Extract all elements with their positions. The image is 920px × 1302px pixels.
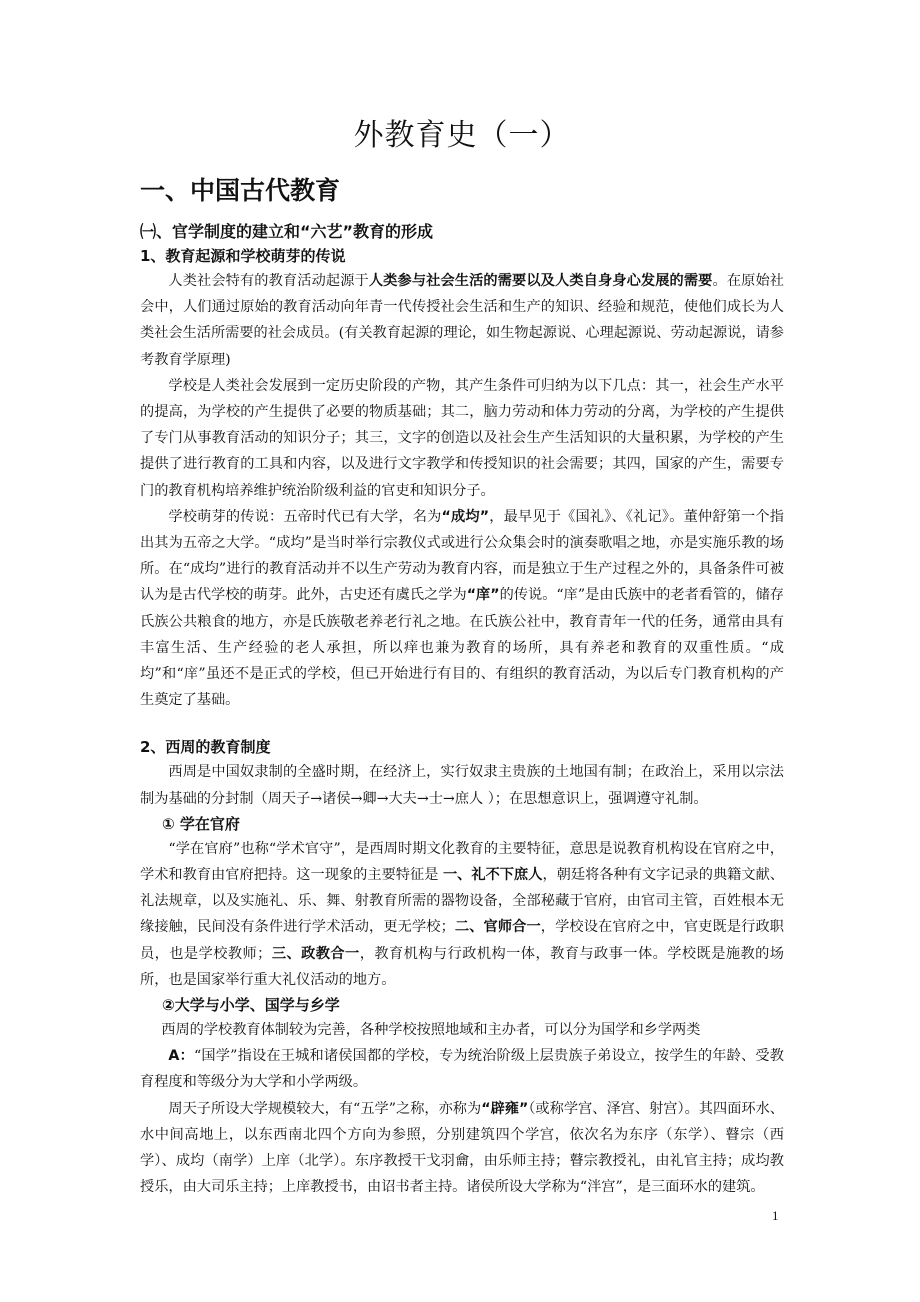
text-run: 。在原始社会中，人们通过原始的教育活动向年青一代传授社会生活和生产的知识、经验和规范，使他们成长为人类社会生活所需要的社会成员。(有关教育起源的理论，如生物起源说、心理起源说、劳动起源说，请参考教育学原理): [140, 273, 784, 368]
text-run: 学校萌芽的传说：五帝时代已有大学，名为: [168, 508, 442, 525]
paragraph-school-system: 西周的学校教育体制较为完善，各种学校按照地域和主办者，可以分为国学和乡学两类: [161, 1022, 701, 1039]
paragraph-official-learning: [140, 836, 784, 993]
paragraph-education-origin: [140, 268, 784, 373]
document-page: [140, 112, 784, 1201]
text-run: 人类社会特有的教育活动起源于: [168, 273, 369, 289]
bold-text: 二、官师合一: [454, 919, 541, 936]
spacer: [140, 713, 784, 735]
paragraph-school-conditions: 学校是人类社会发展到一定历史阶段的产物，其产生条件可归纳为以下几点：其一，社会生产水平的提高，为学校的产生提供了必要的物质基础；其二，脑力劳动和体力劳动的分离，为学校的产生提供了专门从事教育活动的知识分子；其三，文字的创造以及社会生产生活知识的大量积累，为学校的产生提供了进行教育的工具和内容，以及进行文字教学和传授知识的社会需要；其四，国家的产生，需要专门的教育机构培养维护统治阶级利益的官吏和知识分子。: [140, 377, 784, 499]
bold-text: “成均”: [441, 508, 490, 525]
chapter-heading: 一、中国古代教育: [140, 176, 341, 205]
bold-text: 三、政教合一: [271, 945, 360, 962]
text-run: ，教育机构与行政机构一体，教育与政事一体。学校既是施教的场所，也是国家举行重大礼仪活动的地方。: [140, 945, 784, 988]
bold-text: “辟雍”: [481, 1100, 529, 1117]
text-run: 的传说。“庠”是由氏族中的老者看管的，储存氏族公共粮食的地方，亦是氏族敬老养老行礼之地。在氏族公社中，教育青年一代的任务，通常由具有丰富生活、生产经验的老人承担，所以痒也兼为教育的场所，具有养老和教育的双重性质。“成均”和“庠”虽还不是正式的学校，但已开始进行有目的、有组织的教育活动，为以后专门教育机构的产生奠定了基础。: [140, 587, 784, 709]
paragraph-school-legend: [140, 504, 784, 714]
item-heading-1: ① 学在官府: [162, 814, 240, 833]
paragraph-western-zhou: 西周是中国奴隶制的全盛时期，在经济上，实行奴隶主贵族的土地国有制；在政治上，采用以宗法制为基础的分封制（周天子→诸侯→卿→大夫→士→庶人 ）；在思想意识上，强调遵守礼制。: [140, 764, 784, 807]
subsection-heading-2: 2、西周的教育制度: [140, 738, 271, 757]
text-run: （或称学宫、泽宫、射宫）。其四面环水、水中间高地上，以东西南北四个方向为参照，分别建筑四个学宫，依次名为东序（东学）、瞽宗（西学）、成均（南学）上庠（北学）。东序教授干戈羽龠，由乐师主持；瞽宗教授礼，由礼官主持；成均教授乐，由大司乐主持；上庠教授书，由诏书者主持。诸侯所设大学称为“泮宫”，是三面环水的建筑。: [140, 1100, 784, 1196]
text-run: “学在官府”也称“学术官守”，是西周时期文化教育的主要特征，意思是说教育机构设在官府之中，学术和教育由官府把持。这一现象的主要特征是: [140, 840, 784, 884]
text-run: ，学校设在官府之中，官吏既是行政职员，也是学校教师；: [140, 919, 784, 962]
section-heading: ㈠、官学制度的建立和“六艺”教育的形成: [140, 222, 434, 241]
paragraph-biyong: [140, 1096, 784, 1201]
bold-text: 人类参与社会生活的需要以及人类自身身心发展的需要: [368, 273, 713, 289]
subsection-heading-1: 1、教育起源和学校萌芽的传说: [140, 247, 346, 265]
page-number: 1: [772, 1208, 779, 1223]
bold-text: “庠”: [466, 587, 500, 604]
text-run: ，朝廷将各种有文字记录的典籍文献、礼法规章，以及实施礼、乐、舞、射教育所需的器物设备，全部秘藏于官府，由官司主管，百姓根本无缘接触，民间没有条件进行学术活动，更无学校；: [140, 867, 784, 936]
text-run: “国学”指设在王城和诸侯国都的学校，专为统治阶级上层贵族子弟设立，按学生的年龄、受教育程度和等级分为大学和小学两级。: [140, 1048, 784, 1091]
bold-text: A：: [168, 1048, 194, 1065]
text-run: ，最早见于《国礼》、《礼记》。董仲舒第一个指出其为五帝之大学。“成均”是当时举行宗教仪式或进行公众集会时的演奏歌唱之地，亦是实施乐教的场所。在“成均”进行的教育活动并不以生产劳动为教育内容，而是独立于生产过程之外的，具备条件可被认为是古代学校的萌芽。此外，古史还有虞氏之学为: [140, 508, 784, 604]
page-title: 外教育史（一）: [353, 118, 571, 153]
text-run: 周天子所设大学规模较大，有“五学”之称，亦称为: [168, 1100, 482, 1117]
bold-text: 一、礼不下庶人: [442, 867, 543, 884]
item-heading-2: ②大学与小学、国学与乡学: [162, 996, 340, 1015]
paragraph-guoxue: [140, 1043, 784, 1095]
